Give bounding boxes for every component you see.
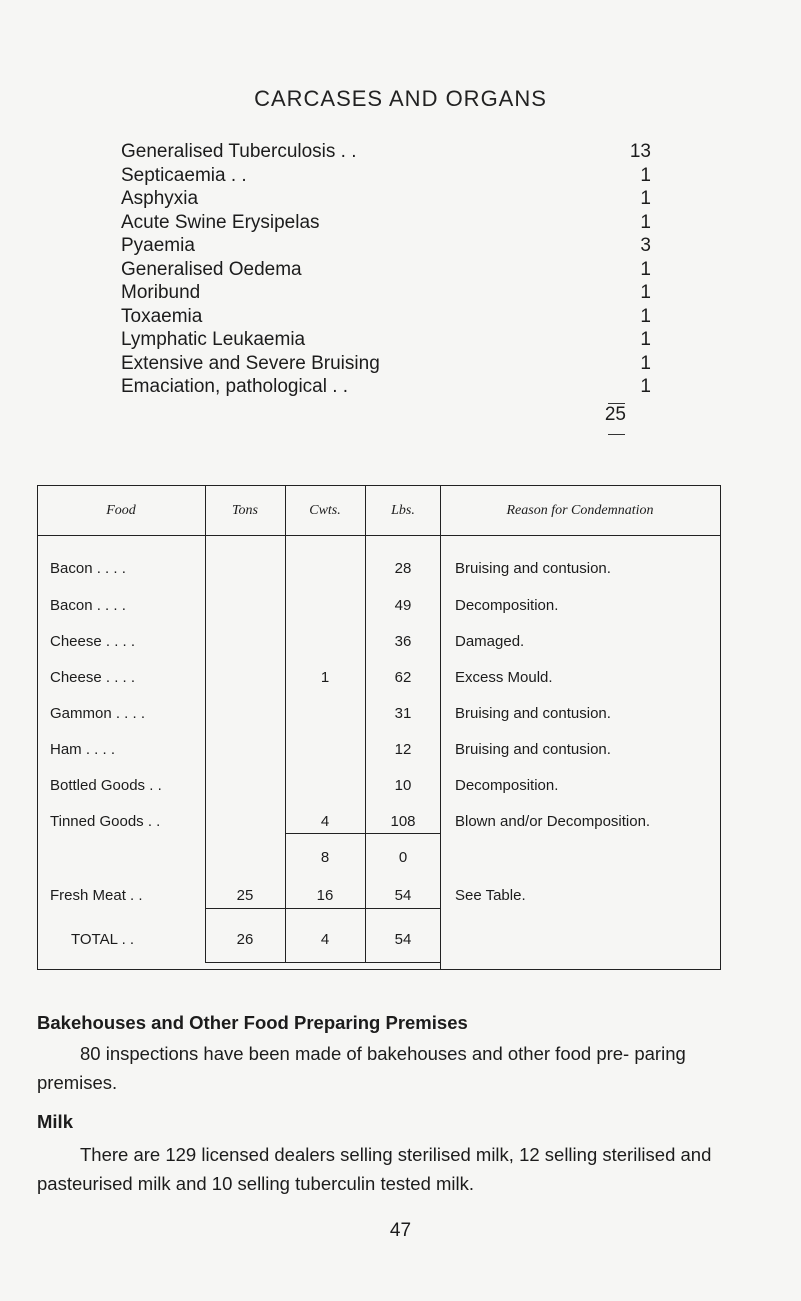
carcase-value: 1 (640, 164, 651, 186)
food-cell-lbs: 36 (394, 633, 412, 650)
food-cell-food: Ham . . . . (50, 741, 116, 758)
food-cell-reason: Decomposition. (455, 597, 559, 614)
carcase-label: Generalised Tuberculosis . . (121, 141, 357, 162)
food-cell-reason: Damaged. (455, 633, 525, 650)
table-border-left (37, 485, 38, 970)
carcase-row (121, 328, 651, 352)
table-border-bottom (37, 969, 721, 970)
food-cell-food: Bacon . . . . (50, 560, 126, 577)
header-tons: Tons (232, 503, 258, 518)
carcase-value: 1 (640, 329, 651, 350)
header-cwts: Cwts. (309, 503, 341, 518)
carcase-label: Acute Swine Erysipelas (121, 211, 320, 233)
food-cell-lbs: 62 (394, 669, 412, 686)
carcase-label: Emaciation, pathological . . (121, 376, 349, 397)
carcase-label: Toxaemia (121, 305, 203, 327)
col-divider-4 (440, 485, 441, 970)
total-rule (205, 908, 441, 909)
carcase-value: 3 (640, 235, 651, 256)
carcase-value: 1 (640, 352, 651, 374)
table-border-right (720, 485, 721, 970)
carcase-label: Generalised Oedema (121, 258, 302, 280)
fresh-meat-cwts: 16 (316, 887, 334, 904)
page-heading: CARCASES AND ORGANS (254, 86, 547, 111)
food-cell-reason: Decomposition. (455, 777, 559, 794)
carcase-label: Lymphatic Leukaemia (121, 329, 306, 350)
food-cell-cwts: 1 (320, 669, 330, 686)
col-divider-3 (365, 485, 366, 963)
food-cell-lbs: 108 (390, 813, 416, 830)
carcase-value: 1 (640, 305, 651, 327)
header-food: Food (106, 503, 136, 518)
food-cell-reason: Bruising and contusion. (455, 705, 611, 722)
milk-text: There are 129 licensed dealers selling sterilised milk, 12 selling sterilised and pasteurised milk and 10 selling tuberculin tested milk. (37, 1144, 712, 1194)
carcase-label: Asphyxia (121, 188, 199, 209)
fresh-meat-reason: See Table. (455, 887, 526, 904)
header-reason: Reason for Condemnation (506, 503, 654, 518)
food-cell-reason: Bruising and contusion. (455, 741, 611, 758)
food-cell-reason: Bruising and contusion. (455, 560, 611, 577)
total-food: TOTAL . . (71, 931, 135, 948)
carcase-label: Septicaemia . . (121, 164, 247, 186)
bakehouses-title: Bakehouses and Other Food Preparing Premises (37, 1012, 468, 1033)
carcases-list (121, 140, 651, 399)
food-cell-reason: Blown and/or Decomposition. (455, 813, 651, 830)
milk-title: Milk (37, 1111, 73, 1132)
fresh-meat-lbs: 54 (394, 887, 412, 904)
subtotal-lbs: 0 (398, 849, 408, 866)
total-cwts: 4 (320, 931, 330, 948)
total-underline (205, 962, 441, 963)
food-cell-lbs: 12 (394, 741, 412, 758)
food-cell-lbs: 31 (394, 705, 412, 722)
carcase-row (121, 140, 651, 164)
food-cell-lbs: 10 (394, 777, 412, 794)
carcase-label: Extensive and Severe Bruising (121, 352, 380, 374)
carcase-label: Pyaemia (121, 235, 195, 256)
carcase-value: 1 (640, 188, 651, 209)
food-cell-reason: Excess Mould. (455, 669, 553, 686)
total-tons: 26 (236, 931, 254, 948)
table-border-top (37, 485, 721, 486)
carcase-row (121, 305, 651, 329)
carcase-value: 1 (640, 282, 651, 303)
carcases-total: 25 (604, 404, 626, 425)
carcase-row (121, 281, 651, 305)
food-condemnation-table (37, 485, 721, 970)
food-cell-food: Cheese . . . . (50, 669, 136, 686)
food-cell-food: Tinned Goods . . (50, 813, 161, 830)
food-cell-food: Bottled Goods . . (50, 777, 162, 794)
fresh-meat-food: Fresh Meat . . (50, 887, 143, 904)
food-cell-lbs: 49 (394, 597, 412, 614)
carcase-value: 1 (640, 211, 651, 233)
food-cell-cwts: 4 (320, 813, 330, 830)
carcase-row (121, 187, 651, 211)
carcase-value: 1 (640, 376, 651, 397)
page-number: 47 (389, 1220, 412, 1241)
food-cell-lbs: 28 (394, 560, 412, 577)
carcase-row (121, 211, 651, 235)
carcase-value: 1 (640, 258, 651, 280)
food-cell-food: Bacon . . . . (50, 597, 126, 614)
subtotal-rule (285, 833, 441, 834)
fresh-meat-tons: 25 (236, 887, 254, 904)
subtotal-cwts: 8 (320, 849, 330, 866)
food-cell-food: Cheese . . . . (50, 633, 136, 650)
header-divider (37, 535, 721, 536)
carcase-row (121, 375, 651, 399)
carcase-label: Moribund (121, 282, 201, 303)
carcase-row (121, 352, 651, 376)
bakehouses-text: 80 inspections have been made of bakehouses and other food pre- paring premises. (37, 1043, 686, 1093)
total-lbs: 54 (394, 931, 412, 948)
col-divider-2 (285, 485, 286, 963)
header-lbs: Lbs. (391, 503, 415, 518)
carcase-row (121, 258, 651, 282)
carcase-row (121, 234, 651, 258)
food-cell-food: Gammon . . . . (50, 705, 146, 722)
carcase-row (121, 164, 651, 188)
carcase-value: 13 (629, 141, 651, 162)
total-rule-bottom (608, 434, 625, 435)
col-divider-1 (205, 485, 206, 963)
